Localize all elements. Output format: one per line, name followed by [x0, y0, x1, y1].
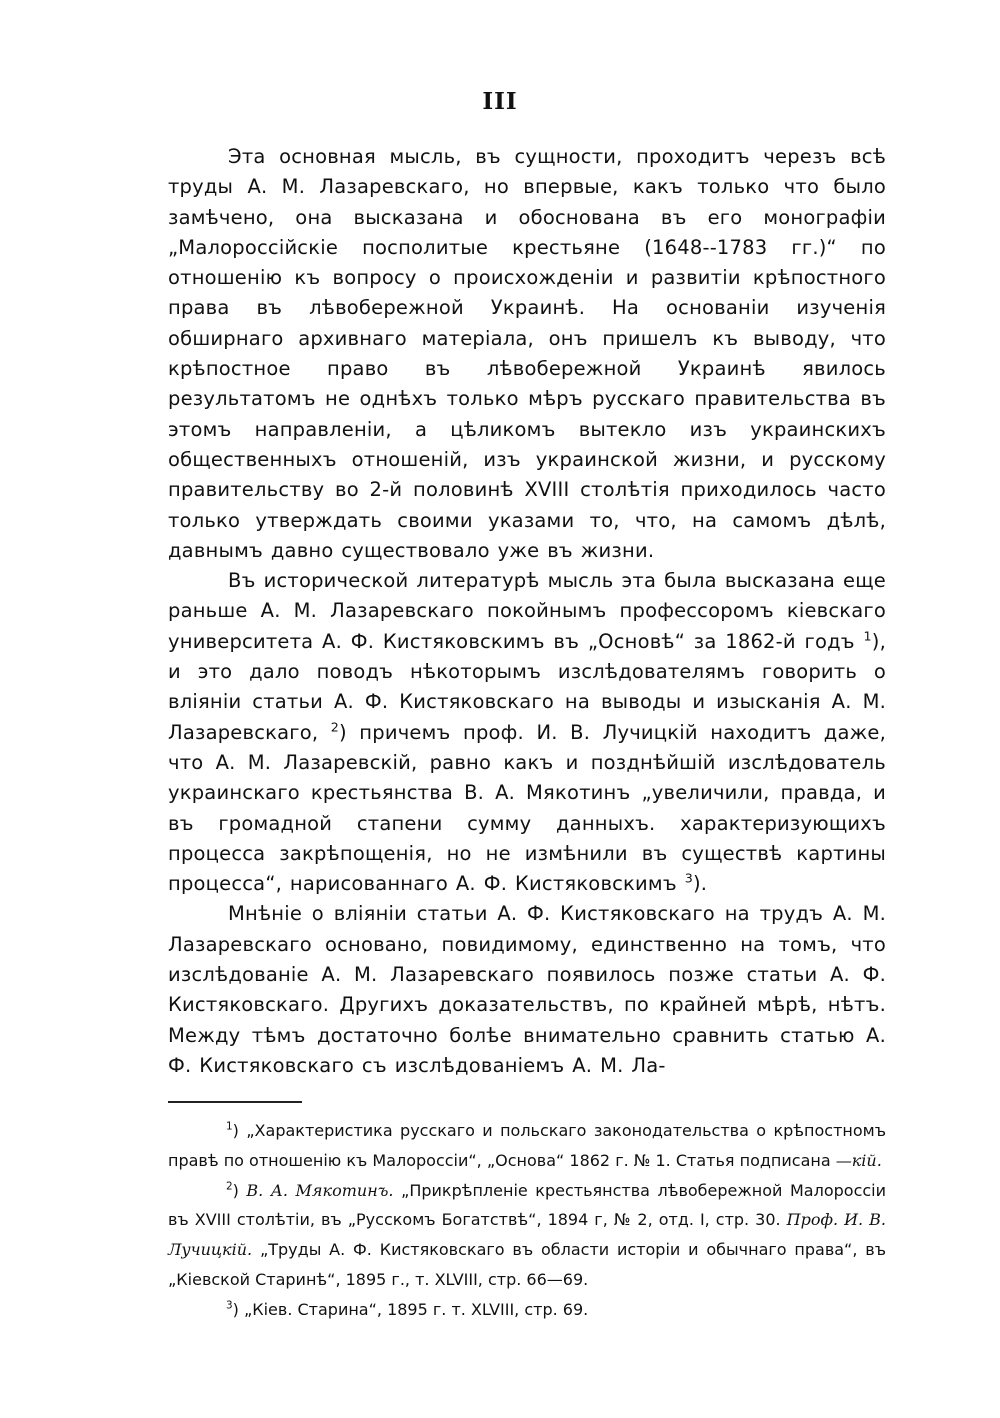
paragraph-2-part-1: Въ исторической литературѣ мысль эта была высказана еще раньше А. М. Лазаревскаго покойнымъ профессоромъ кіевскаго университета А. Ф. Кистяковскимъ въ „Основѣ“ за 1862-й годъ [168, 569, 886, 653]
footnote-2-text-2: „Труды А. Ф. Кистяковскаго въ области исторіи и обычнаго права“, въ „Кіевской Старинѣ“, 1895 г., т. XLVIII, стр. 66—69. [168, 1240, 886, 1289]
paragraph-2-part-3: ) причемъ проф. И. В. Лучицкій находитъ даже, что А. М. Лазаревскій, равно какъ и позднѣйшій изслѣдователь украинскаго крестьянства В. А. Мякотинъ „увеличили, правда, и въ громадной стапени сумму данныхъ. характеризующихъ процесса закрѣпощенія, но не измѣнили въ существѣ картины процесса“, нарисованнаго А. Ф. Кистяковскимъ [168, 720, 886, 896]
footnote-ref-3: 3 [684, 870, 693, 886]
paragraph-2-part-2: ), и это дало поводъ нѣкоторымъ изслѣдователямъ говорить о вліяніи статьи А. Ф. Кистяковскаго на выводы и изысканія А. М. Лазаревскаго, [168, 629, 886, 744]
paragraph-2 [168, 566, 886, 899]
footnote-2: $^2$) В. А. Мякотинъ. „Прикрѣпленіе крестьянства лѣвобережной Малороссіи въ XVIII столѣтіи, въ „Русскомъ Богатствѣ“, 1894 г, № 2, отд. I, стр. 30. Проф. И. В. Лучицкій. „Труды А. Ф. Кистяковскаго въ области исторіи и обычнаго права“, въ „Кіевской Старинѣ“, 1895 г., т. XLVIII, стр. 66—69. [168, 1180, 887, 1289]
footnote-separator [168, 1101, 302, 1103]
footnote-3-marker: 3 [226, 1299, 233, 1312]
footnote-2-author-2: Проф. И. В. Лучицкій. [168, 1210, 886, 1260]
page-number: III [482, 88, 518, 115]
footnote-ref-1: 1 [863, 628, 872, 644]
footnote-3: $^3$) „Кіев. Старина“, 1895 г. т. XLVIII, стр. 69. [226, 1299, 589, 1319]
paragraph-2-part-4: ). [692, 872, 708, 896]
footnote-2-text-1: „Прикрѣпленіе крестьянства лѣвобережной Малороссіи въ XVIII столѣтіи, въ „Русскомъ Богатствѣ“, 1894 г, № 2, отд. I, стр. 30. [168, 1180, 887, 1230]
footnote-2-author-1: В. А. Мякотинъ. [246, 1180, 394, 1200]
footnotes [168, 1116, 886, 1325]
paragraph-1: Эта основная мысль, въ сущности, проходитъ черезъ всѣ труды А. М. Лазаревскаго, но впервые, какъ только что было замѣчено, она высказана и обоснована въ его монографіи „Малороссійскіе посполитые крестьяне (1648--1783 гг.)“ по отношенію къ вопросу о происхожденіи и развитіи крѣпостного права въ лѣвобережной Украинѣ. На основаніи изученія обширнаго архивнаго матеріала, онъ пришелъ къ выводу, что крѣпостное право въ лѣвобережной Украинѣ явилось результатомъ не однѣхъ только мѣръ русскаго правительства въ этомъ направленіи, а цѣликомъ вытекло изъ украинскихъ общественныхъ отношеній, изъ украинской жизни, и русскому правительству во 2-й половинѣ XVIII столѣтія приходилось часто только утверждать своими указами то, что, на самомъ дѣлѣ, давнымъ давно существовало уже въ жизни. [168, 145, 886, 562]
footnote-1-signature: —кій. [835, 1150, 882, 1170]
footnote-1-marker: 1 [226, 1120, 233, 1133]
footnote-2-marker: 2 [226, 1180, 233, 1193]
footnote-1-text: „Характеристика русскаго и польскаго законодательства о крѣпостномъ правѣ по отношенію къ Малороссіи“, „Основа“ 1862 г. № 1. Статья подписана [168, 1121, 887, 1170]
paragraph-3: Мнѣніе о вліяніи статьи А. Ф. Кистяковскаго на трудъ А. М. Лазаревскаго основано, повидимому, единственно на томъ, что изслѣдованіе А. М. Лазаревскаго появилось позже статьи А. Ф. Кистяковскаго. Другихъ доказательствъ, по крайней мѣрѣ, нѣтъ. Между тѣмъ достаточно болѣе внимательно сравнить статью А. Ф. Кистяковскаго съ изслѣдованіемъ А. М. Ла- [168, 902, 886, 1077]
footnote-1: $^1$) „Характеристика русскаго и польскаго законодательства о крѣпостномъ правѣ по отношенію къ Малороссіи“, „Основа“ 1862 г. № 1. Статья подписана —кій. [168, 1120, 887, 1170]
footnote-3-text: „Кіев. Старина“, 1895 г. т. XLVIII, стр. 69. [243, 1299, 589, 1319]
main-text [168, 142, 886, 1081]
footnote-ref-2: 2 [330, 719, 339, 735]
